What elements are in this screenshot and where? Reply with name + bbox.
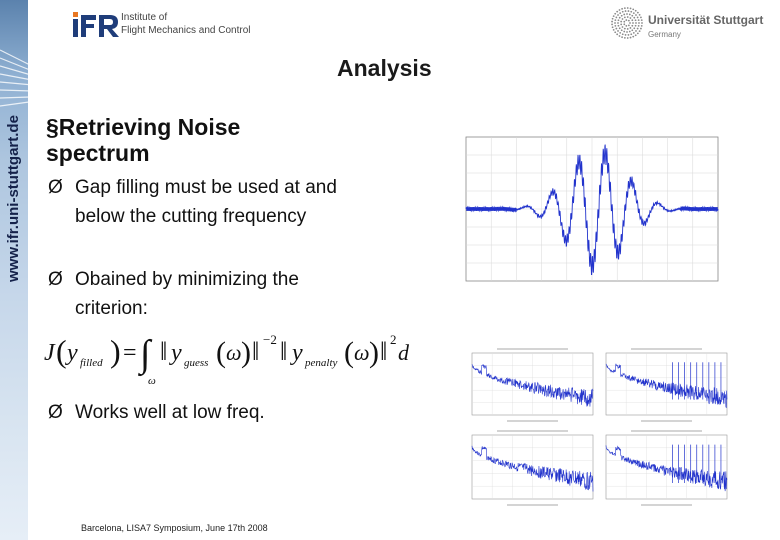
bullet-marker: Ø (48, 177, 63, 198)
criterion-formula (40, 328, 410, 395)
waveform-plot (452, 133, 724, 298)
svg-text:y: y (292, 340, 303, 366)
svg-text:d: d (398, 340, 409, 365)
svg-text:): ) (110, 333, 121, 369)
institute-line2: Flight Mechanics and Control (121, 25, 251, 36)
bullet-text: Obained by minimizing the criterion: (75, 269, 299, 319)
university-seal-icon (610, 6, 644, 45)
bullet-marker: Ø (48, 269, 63, 290)
svg-text:∫: ∫ (140, 333, 151, 375)
section-heading (46, 114, 316, 166)
svg-text:ω: ω (226, 340, 242, 365)
bullet-text: Works well at low freq. (75, 402, 265, 423)
bullet-item (48, 398, 368, 427)
svg-text:): ) (369, 336, 379, 369)
svg-text:penalty: penalty (305, 357, 338, 369)
spectrum-plot (462, 427, 597, 514)
svg-text:(: ( (344, 336, 354, 369)
page-title: Analysis (337, 55, 432, 81)
bullet-marker: Ø (48, 402, 63, 423)
spectrum-plot (462, 345, 597, 430)
section-title: Retrieving Noise spectrum (46, 114, 241, 166)
svg-text:J: J (44, 340, 55, 366)
svg-text:y: y (171, 340, 182, 366)
svg-text:(: ( (216, 336, 226, 369)
university-name: Universität Stuttgart (648, 13, 764, 27)
bullet-text: Gap filling must be used at and below the cutting frequency (75, 177, 337, 227)
svg-text:‖: ‖ (280, 337, 288, 366)
ifr-logo (72, 10, 122, 43)
institute-name (121, 11, 251, 37)
svg-text:ω: ω (354, 340, 370, 365)
svg-text:): ) (241, 336, 251, 369)
svg-text:ω: ω (148, 375, 156, 387)
svg-text:=: = (123, 340, 137, 366)
svg-text:−2: −2 (263, 332, 277, 347)
svg-text:‖: ‖ (380, 337, 388, 366)
svg-text:guess: guess (184, 357, 209, 369)
bullet-item (48, 173, 368, 231)
footer-text: Barcelona, LISA7 Symposium, June 17th 2008 (81, 523, 268, 533)
institute-line1: Institute of (121, 12, 168, 23)
svg-text:2: 2 (390, 332, 397, 347)
section-marker: § (46, 114, 59, 140)
bullet-item (48, 265, 368, 323)
decorative-pattern (0, 40, 90, 120)
svg-text:y: y (67, 340, 78, 366)
sidebar-url-text: www.ifr.uni-stuttgart.de (5, 115, 22, 282)
svg-text:‖: ‖ (160, 337, 168, 366)
svg-text:filled: filled (80, 357, 103, 369)
svg-text:(: ( (56, 333, 67, 369)
spectrum-plot (596, 427, 731, 514)
university-country: Germany (648, 30, 681, 39)
svg-text:‖: ‖ (252, 337, 260, 366)
spectrum-plot (596, 345, 731, 430)
